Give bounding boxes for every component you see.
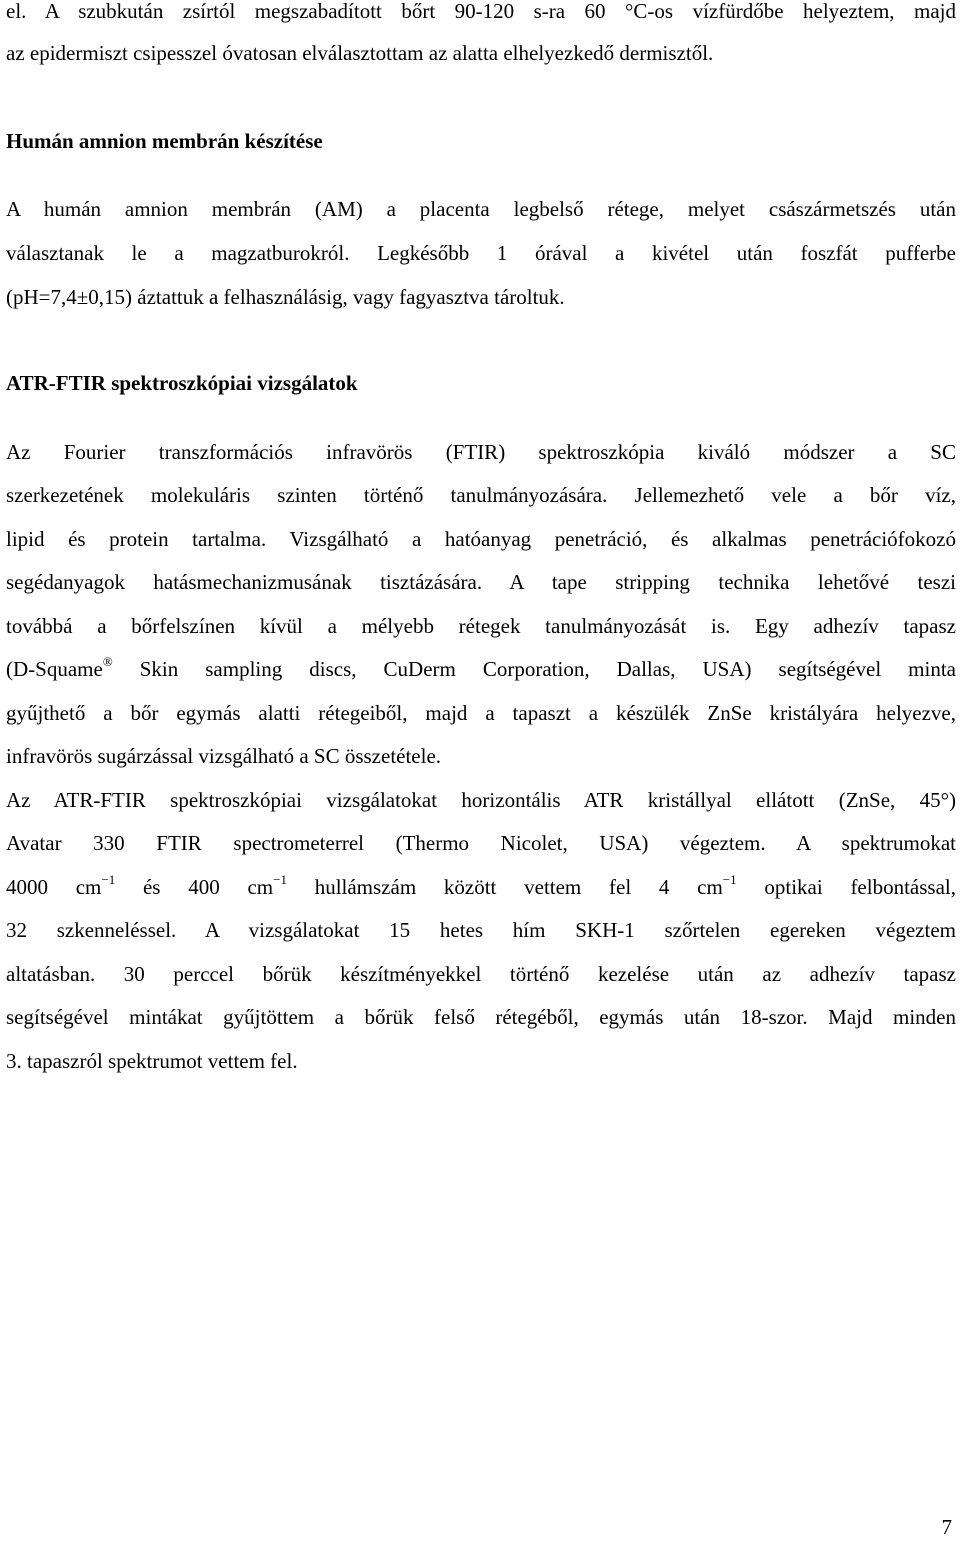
ftir-line-9: Az ATR-FTIR spektroszkópiai vizsgálatokat horizontális ATR kristállyal ellátott (ZnSe, 45°)	[6, 788, 956, 812]
ftir-line-15: 3. tapaszról spektrumot vettem fel.	[6, 1049, 298, 1073]
ftir-line-13: altatásban. 30 perccel bőrük készítményekkel történő kezelése után az adhezív tapasz	[6, 962, 956, 986]
ftir-line-14: segítségével mintákat gyűjtöttem a bőrük felső rétegéből, egymás után 18-szor. Majd minden	[6, 1005, 956, 1029]
wn-exponent-3: −1	[722, 872, 737, 887]
amnion-line-3: (pH=7,4±0,15) áztattuk a felhasználásig, vagy fagyasztva tároltuk.	[6, 285, 565, 309]
section-heading-amnion: Humán amnion membrán készítése	[6, 129, 323, 153]
section-heading-atr-ftir: ATR-FTIR spektroszkópiai vizsgálatok	[6, 371, 358, 395]
wn-text-1: 4000 cm	[6, 875, 102, 899]
dsquame-text-before: (D-Squame	[6, 657, 103, 681]
page-number: 7	[941, 1515, 952, 1539]
ftir-line-10: Avatar 330 FTIR spectrometerrel (Thermo Nicolet, USA) végeztem. A spektrumokat	[6, 831, 956, 855]
intro-line-1: el. A szubkután zsírtól megszabadított bőrt 90-120 s-ra 60 °C-os vízfürdőbe helyeztem, majd	[6, 0, 956, 23]
ftir-line-4: segédanyagok hatásmechanizmusának tisztázására. A tape stripping technika lehetővé teszi	[6, 570, 956, 594]
wn-exponent-2: −1	[273, 872, 287, 887]
wn-text-2: és 400 cm	[115, 875, 274, 899]
registered-mark: ®	[102, 654, 113, 669]
ftir-line-2: szerkezetének molekuláris szinten történő tanulmányozására. Jellemezhető vele a bőr víz,	[6, 483, 956, 507]
ftir-line-1: Az Fourier transzformációs infravörös (FTIR) spektroszkópia kiváló módszer a SC	[6, 440, 956, 464]
ftir-line-3: lipid és protein tartalma. Vizsgálható a hatóanyag penetráció, és alkalmas penetrációfokozó	[6, 527, 956, 551]
wn-text-3: hullámszám között vettem fel 4 cm	[286, 875, 723, 899]
ftir-line-7: gyűjthető a bőr egymás alatti rétegeiből, majd a tapaszt a készülék ZnSe kristályára helyezve,	[6, 701, 956, 725]
wn-text-4: optikai felbontással,	[736, 875, 956, 899]
ftir-line-wavenumber	[6, 872, 956, 902]
amnion-line-2: választanak le a magzatburokról. Legkésőbb 1 órával a kivétel után foszfát pufferbe	[6, 241, 956, 265]
amnion-line-1: A humán amnion membrán (AM) a placenta legbelső rétege, melyet császármetszés után	[6, 197, 956, 221]
ftir-line-5: továbbá a bőrfelszínen kívül a mélyebb rétegek tanulmányozását is. Egy adhezív tapasz	[6, 614, 956, 638]
intro-line-2: az epidermiszt csipesszel óvatosan elválasztottam az alatta elhelyezkedő dermisztől.	[6, 41, 714, 65]
dsquame-text-after: Skin sampling discs, CuDerm Corporation, Dallas, USA) segítségével minta	[112, 657, 956, 681]
wn-exponent-1: −1	[101, 872, 116, 887]
ftir-line-8: infravörös sugárzással vizsgálható a SC összetétele.	[6, 744, 442, 768]
ftir-line-12: 32 szkenneléssel. A vizsgálatokat 15 hetes hím SKH-1 szőrtelen egereken végeztem	[6, 918, 956, 942]
ftir-line-dsquame	[6, 654, 956, 684]
